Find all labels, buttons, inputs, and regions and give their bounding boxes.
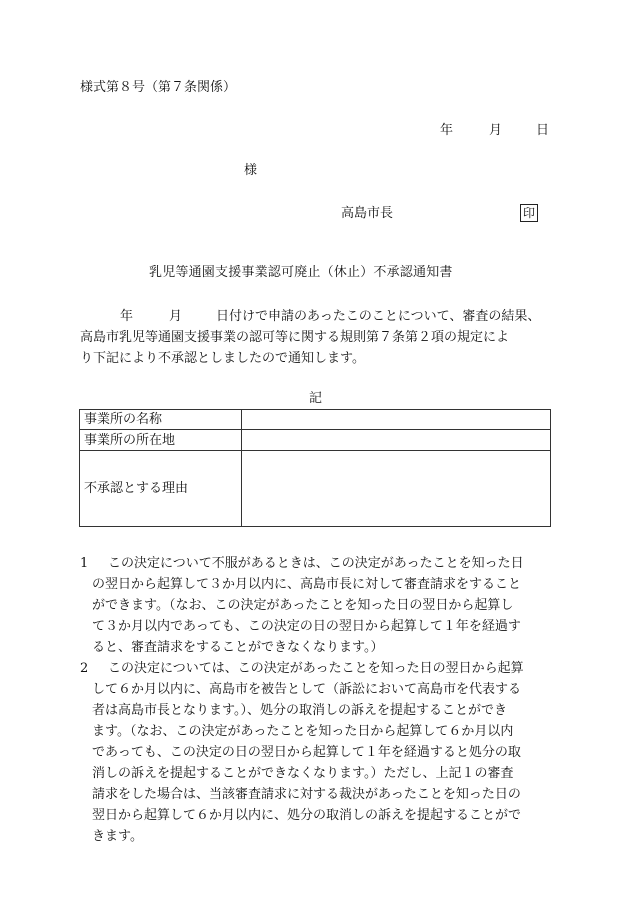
table-value-facility-name[interactable]: [242, 410, 551, 430]
date-year-label: 年: [440, 123, 454, 138]
seal-mark: 印: [520, 204, 538, 222]
table-row: [80, 410, 551, 430]
addressee-suffix: 様: [244, 163, 258, 178]
note-1-number: 1: [80, 556, 89, 571]
note-2-line-2: して６か月以内に、高島市を被告として（訴訟において高島市を代表する: [92, 682, 522, 697]
table-row: [80, 430, 551, 451]
date-line: [440, 124, 549, 137]
note-2-line-9: きます。: [92, 829, 143, 844]
sender-name: 高島市長: [341, 206, 394, 221]
note-2-line-1: 2 この決定については、この決定があったことを知った日の翌日から起算: [80, 658, 560, 679]
table-value-facility-address[interactable]: [242, 430, 551, 451]
table-row: [80, 451, 551, 527]
note-2-line-7: 請求をした場合は、当該審査請求に対する裁決があったことを知った日の: [92, 787, 521, 802]
notes-section: [80, 553, 560, 847]
body-text: [80, 306, 555, 369]
body-line-1: [80, 306, 555, 327]
table-value-rejection-reason[interactable]: [242, 451, 551, 527]
table-label-facility-name: 事業所の名称: [80, 410, 242, 430]
table-label-facility-address: 事業所の所在地: [80, 430, 242, 451]
body-month-label: 月: [169, 309, 183, 324]
body-line-2: 高島市乳児等通園支援事業の認可等に関する規則第７条第２項の規定によ: [80, 330, 510, 345]
note-2-line-4: ます。（なお、この決定があったことを知った日から起算して６か月以内: [92, 724, 514, 739]
ki-label: 記: [309, 391, 323, 406]
form-number: 様式第８号（第７条関係）: [80, 80, 237, 95]
date-day-label: 日: [536, 123, 550, 138]
body-line-1-rest: 日付けで申請のあったこのことについて、審査の結果、: [216, 309, 541, 324]
body-year-label: 年: [120, 309, 134, 324]
note-2-line-6: 消しの訴えを提起することができなくなります。）ただし、上記１の審査: [92, 766, 514, 781]
date-month-label: 月: [489, 123, 503, 138]
note-1-line-3: ができます。（なお、この決定があったことを知った日の翌日から起算し: [92, 598, 514, 613]
note-1-line-2: の翌日から起算して３か月以内に、高島市長に対して審査請求をすること: [92, 577, 522, 592]
info-table: [79, 409, 551, 527]
document-title: 乳児等通園支援事業認可廃止（休止）不承認通知書: [149, 265, 453, 280]
note-2-line-5: であっても、この決定の日の翌日から起算して１年を経過すると処分の取: [92, 745, 521, 760]
note-1-line-4: て３か月以内であっても、この決定の日の翌日から起算して１年を経過す: [92, 619, 521, 634]
note-2-number: 2: [80, 661, 89, 676]
body-line-3: り下記により不承認としましたので通知します。: [80, 351, 365, 366]
note-2-line-8: 翌日から起算して６か月以内に、処分の取消しの訴えを提起することがで: [92, 808, 522, 823]
note-2-line-3: 者は高島市長となります。）、処分の取消しの訴えを提起することができ: [92, 703, 507, 718]
note-1-line-1: 1 この決定について不服があるときは、この決定があったことを知った日: [80, 553, 560, 574]
note-1-line-5: ると、審査請求をすることができなくなります。）: [92, 640, 384, 655]
table-label-rejection-reason: 不承認とする理由: [80, 451, 242, 527]
